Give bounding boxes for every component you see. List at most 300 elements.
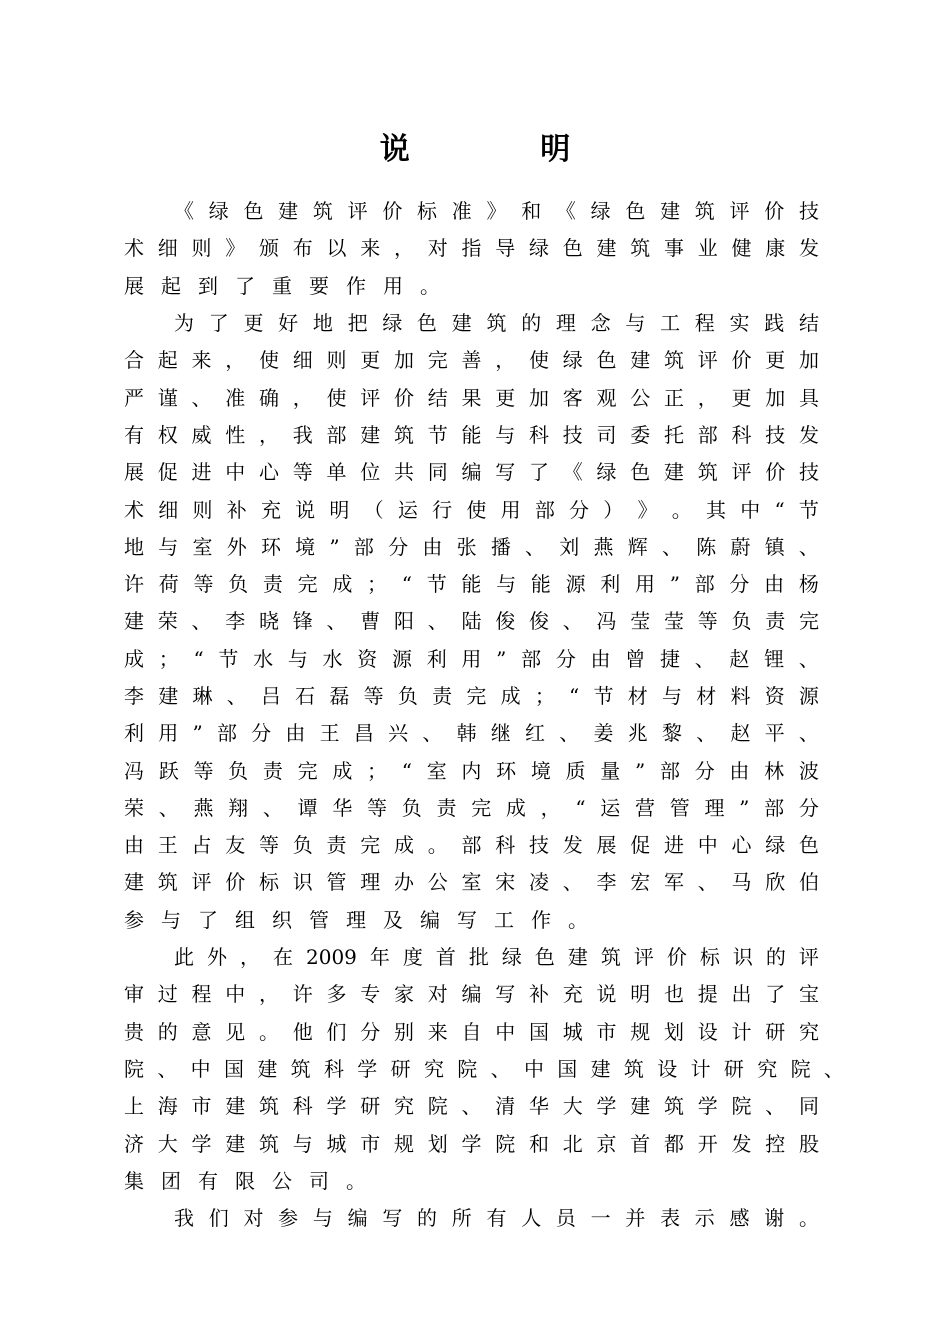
text-char: 绿 xyxy=(501,945,522,970)
text-char: 兴 xyxy=(388,721,409,746)
text-char: 批 xyxy=(468,945,489,970)
text-char: 评 xyxy=(191,870,212,895)
text-char: 价 xyxy=(225,870,246,895)
text-char: 锂 xyxy=(764,646,785,671)
text-char: 科 xyxy=(495,833,516,858)
text-char: 北 xyxy=(562,1131,583,1156)
text-char: 、 xyxy=(696,721,717,746)
text-char: 与 xyxy=(161,907,181,932)
text-char: 资 xyxy=(764,684,785,708)
text-char: 中 xyxy=(697,833,718,858)
text-char: 中 xyxy=(495,1019,516,1044)
text-char: 部 xyxy=(534,497,555,522)
text-char: 欣 xyxy=(765,870,786,895)
text-line xyxy=(124,305,819,342)
text-char: 对 xyxy=(427,236,448,261)
text-char: 建 xyxy=(257,1056,278,1081)
text-char: 节 xyxy=(427,422,448,447)
text-char: 完 xyxy=(466,684,487,708)
text-char: 跃 xyxy=(158,758,179,783)
text-char: 建 xyxy=(590,1056,611,1081)
text-char: 中 xyxy=(190,1056,211,1081)
text-char: 伯 xyxy=(799,870,819,895)
text-char: ， xyxy=(292,385,313,410)
text-char: 学 xyxy=(697,1094,718,1119)
text-char: 用 xyxy=(500,497,521,522)
text-char: 水 xyxy=(253,646,274,671)
text-char: 、 xyxy=(694,646,715,671)
text-char: 色 xyxy=(630,460,651,485)
text-char: 》 xyxy=(486,199,507,224)
text-char: 料 xyxy=(730,684,751,708)
text-char: 继 xyxy=(490,721,511,746)
text-char: 地 xyxy=(312,311,333,336)
text-char: 筑 xyxy=(259,1131,279,1156)
text-char: 、 xyxy=(226,684,247,708)
text-char: 责 xyxy=(326,833,347,858)
text-char: 划 xyxy=(664,1019,684,1044)
text-char: 莹 xyxy=(630,609,651,634)
text-char: 康 xyxy=(765,236,786,261)
text-char: 评 xyxy=(729,199,750,224)
text-char: ； xyxy=(534,684,555,708)
text-char: 院 xyxy=(457,1056,478,1081)
text-char: 技 xyxy=(765,422,786,447)
text-char: 与 xyxy=(625,311,646,336)
text-char: 色 xyxy=(243,199,264,224)
text-char: 加 xyxy=(394,348,414,373)
text-char: 更 xyxy=(360,348,381,373)
text-char: ） xyxy=(603,497,624,522)
text-char: 补 xyxy=(226,497,247,522)
text-char: 学 xyxy=(357,1056,378,1081)
text-char: ” xyxy=(496,646,507,671)
text-char: 责 xyxy=(262,572,283,597)
text-char: 贵 xyxy=(124,1019,144,1044)
text-line xyxy=(124,976,819,1013)
text-char: 冯 xyxy=(596,609,617,634)
text-line xyxy=(124,454,819,491)
text-char: 展 xyxy=(596,833,617,858)
text-char: 筑 xyxy=(697,460,718,485)
text-char: 规 xyxy=(394,1131,414,1156)
text-char: 来 xyxy=(360,236,381,261)
text-char: 也 xyxy=(664,982,684,1007)
text-char: 筑 xyxy=(694,199,715,224)
text-char: 工 xyxy=(660,311,681,336)
text-char: 细 xyxy=(158,497,179,522)
text-char: 与 xyxy=(661,684,682,708)
text-char: 等 xyxy=(292,460,313,485)
text-char: 发 xyxy=(799,236,819,261)
text-char: 我 xyxy=(292,422,313,447)
text-char: 究 xyxy=(394,1094,414,1119)
text-char: ； xyxy=(367,572,388,597)
text-char: ” xyxy=(329,534,340,559)
text-char: 量 xyxy=(600,758,621,783)
text-char: 明 xyxy=(329,497,350,522)
text-char: 、 xyxy=(562,870,583,895)
text-char: 导 xyxy=(495,236,516,261)
text-char: 谭 xyxy=(297,795,318,820)
text-line xyxy=(124,379,819,416)
text-char: 在 xyxy=(273,945,293,970)
text-char: 公 xyxy=(427,870,448,895)
text-char: 晓 xyxy=(259,609,279,634)
text-char: 宝 xyxy=(799,982,819,1007)
text-char: 荷 xyxy=(158,572,179,597)
text-char: 感 xyxy=(729,1206,750,1231)
text-char: 、 xyxy=(559,721,580,746)
text-char: 等 xyxy=(697,609,718,634)
text-char: 规 xyxy=(630,1019,651,1044)
text-char: 色 xyxy=(417,311,438,336)
text-char: 上 xyxy=(124,1094,144,1119)
text-char: 国 xyxy=(557,1056,578,1081)
text-char: 用 xyxy=(383,273,403,298)
text-char: 用 xyxy=(158,721,179,746)
text-char: 李 xyxy=(225,609,246,634)
text-char: 说 xyxy=(596,982,617,1007)
text-char: 要 xyxy=(309,273,329,298)
text-char: 设 xyxy=(697,1019,718,1044)
text-char: 委 xyxy=(630,422,651,447)
text-char: 起 xyxy=(161,273,181,298)
text-char: 、 xyxy=(765,1094,786,1119)
text-char: 吕 xyxy=(260,684,281,708)
text-char: ， xyxy=(259,422,279,447)
text-char: 筑 xyxy=(312,199,333,224)
text-char: 室 xyxy=(426,758,447,783)
text-char: 境 xyxy=(295,534,316,559)
text-char: 发 xyxy=(799,422,819,447)
text-char: 究 xyxy=(423,1056,444,1081)
text-char: 建 xyxy=(124,609,144,634)
text-char: 工 xyxy=(494,907,514,932)
text-char: 对 xyxy=(427,982,448,1007)
text-char: 性 xyxy=(225,422,246,447)
text-char: 济 xyxy=(124,1131,144,1156)
text-char: 细 xyxy=(292,348,313,373)
text-char: 补 xyxy=(529,982,549,1007)
text-char: 京 xyxy=(596,1131,617,1156)
text-char: 发 xyxy=(562,833,583,858)
text-char: 念 xyxy=(590,311,611,336)
text-char: 团 xyxy=(161,1168,181,1193)
text-char: 建 xyxy=(451,311,472,336)
text-char: （ xyxy=(363,497,384,522)
text-char: 员 xyxy=(555,1206,576,1231)
text-char: 绿 xyxy=(382,311,403,336)
text-char: 等 xyxy=(259,833,279,858)
text-char: 分 xyxy=(360,1019,381,1044)
text-char: 利 xyxy=(124,721,144,746)
text-char: 评 xyxy=(697,348,718,373)
text-char: “ xyxy=(401,758,412,783)
text-char: 自 xyxy=(461,1019,482,1044)
text-char: 蔚 xyxy=(730,534,751,559)
text-char: 外 xyxy=(226,534,247,559)
text-char: 所 xyxy=(451,1206,472,1231)
text-char: 《 xyxy=(174,199,194,224)
text-char: 颁 xyxy=(259,236,279,261)
text-char: 威 xyxy=(191,422,212,447)
text-char: 价 xyxy=(731,348,752,373)
text-char: 。 xyxy=(346,1168,366,1193)
text-char: 建 xyxy=(596,236,617,261)
text-char: 司 xyxy=(309,1168,329,1193)
text-char: 筑 xyxy=(664,1094,684,1119)
text-char: 院 xyxy=(731,1094,752,1119)
text-char: 行 xyxy=(432,497,453,522)
text-char: 结 xyxy=(427,385,448,410)
text-char: 环 xyxy=(260,534,281,559)
text-char: 筑 xyxy=(630,236,651,261)
text-char: 赵 xyxy=(729,646,750,671)
text-char: 辉 xyxy=(627,534,648,559)
text-char: 的 xyxy=(157,1019,178,1044)
text-char: 许 xyxy=(292,982,313,1007)
text-line xyxy=(124,1125,819,1162)
text-char: 管 xyxy=(326,870,347,895)
text-char: 燕 xyxy=(193,795,214,820)
text-line xyxy=(124,1014,819,1051)
text-char: 、 xyxy=(798,646,819,671)
text-char: 设 xyxy=(657,1056,678,1081)
text-char: 们 xyxy=(208,1206,229,1231)
text-char: 由 xyxy=(729,758,750,783)
text-char: 利 xyxy=(426,646,447,671)
text-line xyxy=(124,678,819,715)
text-char: 由 xyxy=(285,721,306,746)
text-char: 同 xyxy=(427,460,448,485)
text-char: 能 xyxy=(461,422,482,447)
text-char: 价 xyxy=(765,460,786,485)
text-char: 过 xyxy=(157,982,178,1007)
text-char: 首 xyxy=(630,1131,651,1156)
text-char: 价 xyxy=(764,199,785,224)
text-char: 细 xyxy=(157,236,178,261)
text-char: 海 xyxy=(157,1094,178,1119)
text-line xyxy=(124,603,819,640)
text-char: 使 xyxy=(259,348,279,373)
text-char: 成 xyxy=(124,646,144,671)
text-line xyxy=(124,1163,819,1200)
text-char: 有 xyxy=(486,1206,507,1231)
text-char: 》 xyxy=(637,497,658,522)
text-char: 材 xyxy=(696,684,717,708)
text-char: 能 xyxy=(530,572,551,597)
text-line xyxy=(124,342,819,379)
text-char: 专 xyxy=(360,982,381,1007)
text-char: 写 xyxy=(495,460,516,485)
text-char: ” xyxy=(669,572,680,597)
text-char: 促 xyxy=(157,460,178,485)
text-char: 布 xyxy=(292,236,313,261)
text-line xyxy=(124,268,819,305)
text-char: 《 xyxy=(562,460,583,485)
text-char: 莹 xyxy=(664,609,684,634)
text-char: 责 xyxy=(765,609,786,634)
text-char: 筑 xyxy=(486,311,507,336)
text-char: 写 xyxy=(382,1206,403,1231)
text-char: 波 xyxy=(798,758,819,783)
text-char: 我 xyxy=(174,1206,194,1231)
text-char: 加 xyxy=(529,385,549,410)
text-char: 负 xyxy=(401,795,422,820)
text-char: 部 xyxy=(659,758,680,783)
text-char: 技 xyxy=(529,833,549,858)
text-char: 凌 xyxy=(529,870,549,895)
text-char: 则 xyxy=(191,236,212,261)
text-char: 与 xyxy=(158,534,179,559)
text-char: 完 xyxy=(297,572,318,597)
text-char: 组 xyxy=(235,907,255,932)
text-char: 术 xyxy=(124,497,144,522)
text-char: ； xyxy=(158,646,179,671)
text-char: 理 xyxy=(555,311,576,336)
text-line xyxy=(124,864,819,901)
text-char: 写 xyxy=(495,982,516,1007)
text-char: 识 xyxy=(732,945,753,970)
text-char: 加 xyxy=(765,385,786,410)
text-char: 、 xyxy=(191,609,212,634)
text-char: 共 xyxy=(394,460,414,485)
text-char: 则 xyxy=(192,497,213,522)
text-char: 加 xyxy=(799,348,819,373)
text-char: 完 xyxy=(297,758,318,783)
text-char: 一 xyxy=(590,1206,611,1231)
text-char: 理 xyxy=(360,870,381,895)
text-char: 、 xyxy=(191,385,212,410)
text-char: 建 xyxy=(630,1094,651,1119)
text-char: 控 xyxy=(765,1131,786,1156)
text-char: 张 xyxy=(456,534,477,559)
text-char: 中 xyxy=(225,460,246,485)
text-line xyxy=(124,827,819,864)
text-char: 的 xyxy=(521,311,542,336)
text-char: 负 xyxy=(228,758,249,783)
text-char: 、 xyxy=(427,609,448,634)
text-char: 色 xyxy=(799,833,819,858)
text-char: 节 xyxy=(218,646,239,671)
text-char: 谨 xyxy=(157,385,178,410)
text-char: 技 xyxy=(798,199,819,224)
text-char: 分 xyxy=(555,646,576,671)
text-char: 理 xyxy=(704,795,725,820)
text-char: 市 xyxy=(596,1019,617,1044)
text-char: ， xyxy=(495,348,516,373)
text-char: 节 xyxy=(593,684,614,708)
text-char: 马 xyxy=(731,870,752,895)
text-char: 术 xyxy=(124,236,144,261)
text-char: 占 xyxy=(191,833,212,858)
text-char: 分 xyxy=(798,795,819,820)
text-char: 分 xyxy=(251,721,272,746)
text-line xyxy=(124,1088,819,1125)
text-char: 科 xyxy=(731,422,752,447)
text-char: ； xyxy=(367,758,388,783)
text-char: 指 xyxy=(461,236,482,261)
text-char: 黎 xyxy=(661,721,682,746)
text-char: 以 xyxy=(326,236,347,261)
text-char: 兆 xyxy=(627,721,648,746)
text-char: 。 xyxy=(568,907,588,932)
text-char: 宏 xyxy=(630,870,651,895)
text-char: 市 xyxy=(360,1131,381,1156)
text-char: 们 xyxy=(326,1019,347,1044)
text-char: 锋 xyxy=(292,609,313,634)
text-char: 利 xyxy=(600,572,621,597)
text-char: 股 xyxy=(799,1131,819,1156)
text-char: 市 xyxy=(191,1094,212,1119)
text-char: ” xyxy=(192,721,203,746)
text-char: 平 xyxy=(764,721,785,746)
text-char: 研 xyxy=(765,1019,786,1044)
text-char: 军 xyxy=(664,870,684,895)
text-char: 和 xyxy=(521,199,542,224)
text-char: “ xyxy=(401,572,412,597)
text-char: 成 xyxy=(332,758,353,783)
text-char: 责 xyxy=(432,684,453,708)
text-char: 质 xyxy=(565,758,586,783)
text-char: 价 xyxy=(394,385,414,410)
text-char: 源 xyxy=(391,646,412,671)
text-char: 有 xyxy=(124,422,144,447)
text-char: 到 xyxy=(198,273,218,298)
text-char: 公 xyxy=(272,1168,292,1193)
text-char: 更 xyxy=(731,385,752,410)
text-char: 他 xyxy=(292,1019,313,1044)
text-char: 作 xyxy=(346,273,366,298)
text-char: 并 xyxy=(625,1206,646,1231)
text-char: 具 xyxy=(799,385,819,410)
text-char: 负 xyxy=(292,833,313,858)
text-char: 了 xyxy=(529,460,549,485)
text-char: 同 xyxy=(799,1094,819,1119)
text-char: ， xyxy=(225,348,246,373)
text-line xyxy=(124,529,819,566)
text-char: ， xyxy=(697,385,718,410)
text-char: 理 xyxy=(346,907,366,932)
text-char: 运 xyxy=(397,497,418,522)
text-line xyxy=(124,715,819,752)
text-char: 充 xyxy=(260,497,281,522)
text-char: 绿 xyxy=(208,199,229,224)
text-char: 践 xyxy=(764,311,785,336)
text-char: 地 xyxy=(124,534,144,559)
text-char: 、 xyxy=(798,721,819,746)
text-char: 评 xyxy=(633,945,654,970)
text-char: 分 xyxy=(729,572,750,597)
text-char: 建 xyxy=(225,1131,246,1156)
text-char: 、 xyxy=(158,795,179,820)
text-char: 究 xyxy=(799,1019,819,1044)
text-char: 限 xyxy=(235,1168,255,1193)
text-char: 、 xyxy=(490,1056,511,1081)
document-body xyxy=(124,193,844,1237)
text-char: 由 xyxy=(590,646,611,671)
text-char: 办 xyxy=(394,870,414,895)
text-char: 说 xyxy=(295,497,316,522)
text-char: 表 xyxy=(660,1206,681,1231)
text-char: 华 xyxy=(529,1094,549,1119)
text-char: 计 xyxy=(690,1056,711,1081)
text-char: 用 xyxy=(461,646,482,671)
text-char: 姜 xyxy=(593,721,614,746)
text-char: 则 xyxy=(326,348,347,373)
text-char: 外 xyxy=(207,945,227,970)
